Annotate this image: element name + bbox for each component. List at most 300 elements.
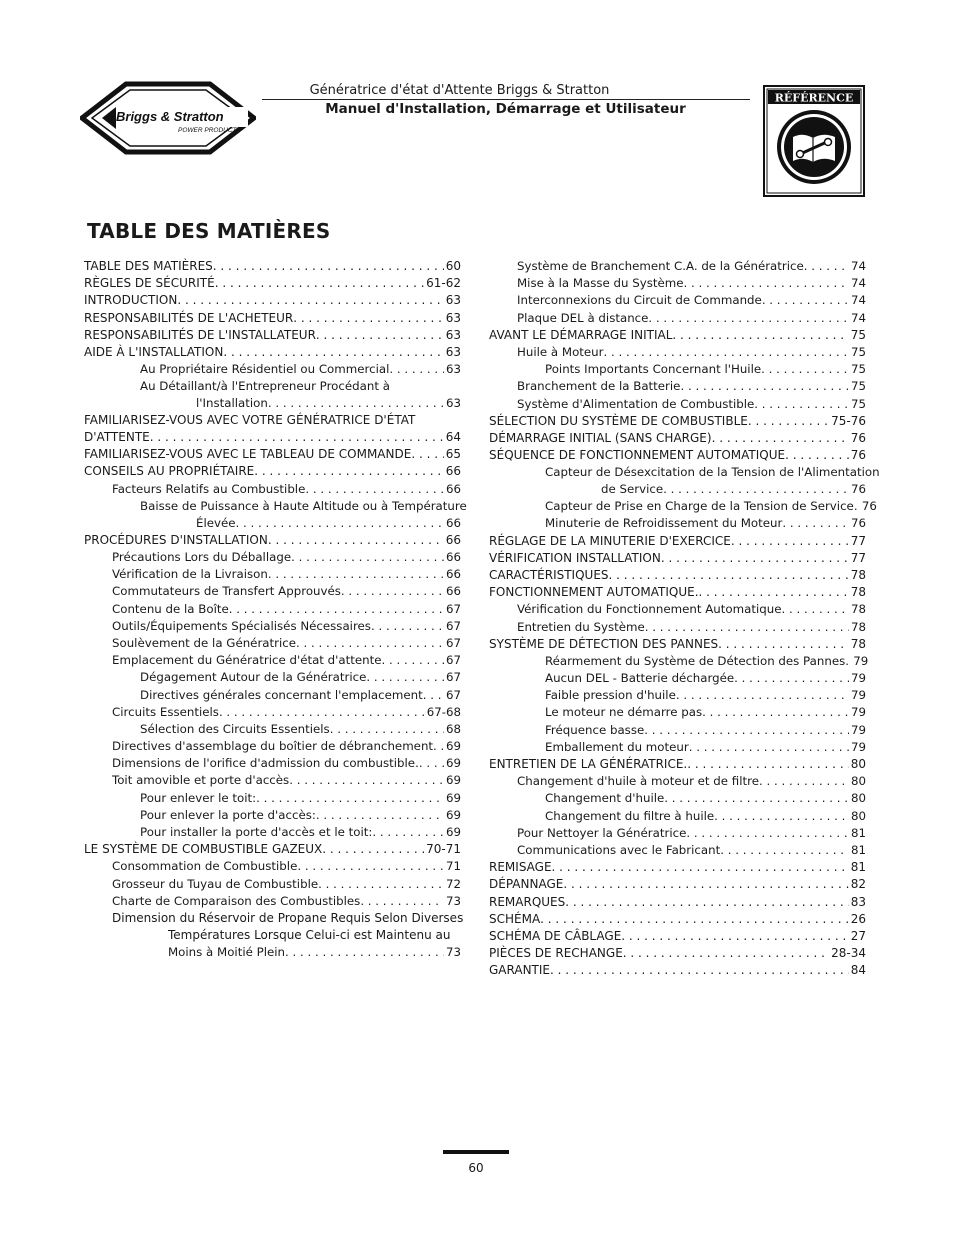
toc-entry-page: 71 [445, 859, 461, 874]
toc-entry-page: 74 [850, 259, 866, 273]
toc-entry[interactable] [84, 549, 461, 566]
toc-entry-title: Changement du filtre à huile [545, 808, 715, 823]
dot-leader [318, 876, 444, 893]
toc-entry-title: SÉQUENCE DE FONCTIONNEMENT AUTOMATIQUE [489, 448, 786, 463]
dot-leader [411, 446, 443, 463]
toc-entry-title: GARANTIE [489, 963, 550, 978]
toc-entry-title: Pour Nettoyer la Génératrice [517, 825, 687, 840]
dot-leader [297, 858, 444, 875]
toc-entry-page: 69 [445, 756, 461, 771]
toc-entry-page: 67 [445, 653, 461, 668]
toc-entry[interactable] [489, 498, 877, 515]
toc-entry-title: Entretien du Système [517, 619, 645, 634]
dot-leader [268, 566, 444, 583]
toc-entry[interactable] [489, 704, 866, 721]
toc-entry[interactable] [84, 687, 461, 704]
footer-bar [443, 1150, 509, 1154]
toc-entry-title: Pour enlever le toit: [140, 790, 257, 805]
toc-entry[interactable] [489, 636, 866, 653]
dot-leader [609, 567, 849, 584]
toc-entry-page: 81 [850, 842, 866, 857]
dot-leader [720, 842, 849, 859]
toc-entry[interactable] [489, 567, 866, 584]
toc-entry-page: 78 [850, 585, 866, 600]
toc-entry-page: 63 [445, 362, 461, 377]
toc-entry[interactable] [84, 463, 461, 480]
toc-entry-title: CONSEILS AU PROPRIÉTAIRE [84, 464, 255, 479]
toc-entry[interactable] [489, 481, 866, 498]
toc-entry[interactable] [489, 962, 866, 979]
toc-entry-title: Aucun DEL - Batterie déchargée [545, 671, 735, 686]
toc-entry-title: de Service [601, 482, 664, 497]
toc-entry-page: 69 [445, 825, 461, 840]
toc-entry-title: Mise à la Masse du Système [517, 276, 684, 291]
toc-entry[interactable] [489, 413, 866, 430]
dot-leader [389, 361, 444, 378]
dot-leader [718, 636, 849, 653]
toc-entry-title: ENTRETIEN DE LA GÉNÉRATRICE. [489, 757, 688, 772]
toc-entry-page: 80 [850, 791, 866, 806]
toc-entry-page: 66 [445, 550, 461, 565]
toc-entry-page: 73 [445, 893, 461, 908]
toc-entry[interactable] [84, 275, 461, 292]
dot-leader [296, 635, 444, 652]
dot-leader [372, 824, 444, 841]
toc-entry[interactable] [84, 669, 461, 686]
toc-entry-page: 79 [850, 739, 866, 754]
toc-entry-page: 79 [850, 722, 866, 737]
dot-leader [761, 361, 849, 378]
dot-leader [433, 738, 444, 755]
toc-entry-page: 66 [445, 464, 461, 479]
toc-entry[interactable] [84, 858, 461, 875]
toc-entry-page: 67-68 [426, 704, 461, 719]
toc-entry[interactable] [84, 310, 461, 327]
toc-entry-title: RESPONSABILITÉS DE L'ACHETEUR [84, 310, 294, 325]
dot-leader [734, 670, 849, 687]
toc-entry-page: 63 [445, 344, 461, 359]
toc-entry-title: RÉGLAGE DE LA MINUTERIE D'EXERCICE [489, 533, 731, 548]
toc-entry-title: Plaque DEL à distance [517, 310, 649, 325]
toc-entry[interactable] [489, 842, 866, 859]
toc-entry[interactable] [489, 584, 866, 601]
toc-entry[interactable] [84, 893, 461, 910]
toc-entry-page: 83 [850, 894, 866, 909]
toc-entry[interactable] [489, 945, 866, 962]
toc-entry-page: 66 [445, 584, 461, 599]
toc-entry-title: CARACTÉRISTIQUES [489, 567, 609, 582]
toc-entry[interactable] [489, 396, 866, 413]
dot-leader [423, 687, 444, 704]
toc-entry[interactable] [84, 566, 461, 583]
toc-entry-page: 70-71 [426, 842, 461, 857]
toc-entry[interactable] [489, 756, 866, 773]
toc-entry[interactable] [489, 876, 866, 893]
dot-leader [215, 275, 424, 292]
dot-leader [291, 549, 444, 566]
toc-entry[interactable] [84, 481, 461, 498]
toc-entry-title: Toit amovible et porte d'accès [112, 773, 290, 788]
toc-entry-page: 66 [445, 567, 461, 582]
toc-entry[interactable] [84, 258, 461, 275]
toc-entry-title: Facteurs Relatifs au Combustible [112, 481, 306, 496]
toc-entry-page: 69 [445, 773, 461, 788]
toc-entry[interactable] [84, 515, 461, 532]
toc-entry-page: 76 [850, 516, 866, 531]
dot-leader [782, 515, 849, 532]
dot-leader [702, 704, 849, 721]
toc-entry[interactable] [84, 583, 461, 600]
toc-entry-page: 84 [850, 963, 866, 978]
toc-entry[interactable] [489, 790, 866, 807]
toc-entry[interactable] [84, 292, 461, 309]
toc-entry[interactable] [489, 344, 866, 361]
toc-entry-page: 64 [445, 430, 461, 445]
toc-entry-title: Changement d'huile à moteur et de filtre [517, 774, 759, 789]
toc-entry-title: SÉLECTION DU SYSTÈME DE COMBUSTIBLE [489, 413, 748, 428]
toc-entry-page: 60 [445, 259, 461, 273]
dot-leader [229, 601, 444, 618]
dot-leader [623, 945, 829, 962]
toc-entry[interactable] [489, 928, 866, 945]
toc-entry[interactable] [489, 292, 866, 309]
toc-entry-page: 80 [850, 774, 866, 789]
dot-leader [731, 533, 849, 550]
dot-leader [689, 739, 849, 756]
dot-leader [330, 721, 444, 738]
toc-entry-page: 79 [850, 705, 866, 720]
toc-entry-title: PIÈCES DE RECHANGE [489, 946, 623, 961]
dot-leader [254, 463, 443, 480]
dot-leader [762, 292, 849, 309]
toc-entry-title: Contenu de la Boîte [112, 601, 229, 616]
dot-leader [804, 258, 849, 275]
toc-entry-page: 76 [850, 482, 866, 497]
toc-entry-title: Circuits Essentiels [112, 704, 219, 719]
toc-entry-page: 75 [850, 396, 866, 411]
dot-leader [366, 669, 444, 686]
dot-leader [672, 327, 848, 344]
toc-entry[interactable] [489, 327, 866, 344]
dot-leader [684, 275, 849, 292]
dot-leader [754, 396, 849, 413]
toc-entry-title: Capteur de Prise en Charge de la Tension de Service [545, 499, 854, 514]
toc-entry-page: 74 [850, 293, 866, 308]
briggs-stratton-logo [80, 80, 256, 156]
toc-entry-title: Minuterie de Refroidissement du Moteur [545, 516, 783, 531]
toc-entry-page: 81 [850, 825, 866, 840]
toc-entry-title: Grosseur du Tuyau de Combustible [112, 876, 319, 891]
toc-entry-page: 75 [850, 344, 866, 359]
toc-entry[interactable] [84, 395, 461, 412]
header-subtitle: Génératrice d'état d'Attente Briggs & Stratton [309, 83, 610, 98]
toc-entry[interactable] [489, 310, 866, 327]
dot-leader [550, 962, 849, 979]
toc-entry-title: Emplacement du Génératrice d'état d'attente [112, 653, 382, 668]
dot-leader [661, 550, 849, 567]
toc-entry-page: 73 [445, 944, 461, 959]
toc-right-column [489, 258, 880, 979]
dot-leader [699, 584, 849, 601]
toc-entry[interactable] [489, 601, 866, 618]
toc-entry[interactable] [489, 550, 866, 567]
toc-entry-title: Interconnexions du Circuit de Commande [517, 293, 762, 308]
toc-entry[interactable] [489, 653, 869, 670]
toc-entry[interactable] [489, 447, 866, 464]
toc-entry-page: 67 [445, 618, 461, 633]
toc-left-column [84, 258, 467, 961]
dot-leader [150, 429, 444, 446]
toc-entry-title: Réarmement du Système de Détection des Pannes [545, 653, 846, 668]
toc-entry-line: Capteur de Désexcitation de la Tension de l'Alimentation [545, 465, 880, 480]
dot-leader [644, 722, 849, 739]
page-title: TABLE DES MATIÈRES [87, 219, 331, 243]
dot-leader [664, 790, 849, 807]
dot-leader [305, 481, 444, 498]
dot-leader [360, 893, 444, 910]
toc-entry-title: REMARQUES [489, 894, 566, 909]
dot-leader [289, 772, 444, 789]
toc-entry[interactable] [489, 533, 866, 550]
dot-leader [680, 378, 849, 395]
toc-entry-line: Au Détaillant/à l'Entrepreneur Procédant à [140, 379, 390, 394]
toc-entry[interactable] [84, 429, 461, 446]
toc-entry-page: 67 [445, 670, 461, 685]
toc-entry[interactable] [489, 670, 866, 687]
toc-entry[interactable] [84, 944, 461, 961]
toc-entry[interactable] [84, 841, 461, 858]
toc-entry-page: 75 [850, 362, 866, 377]
toc-entry-page: 66 [445, 515, 461, 530]
toc-entry-page: 69 [445, 807, 461, 822]
toc-entry-title: Communications avec le Fabricant [517, 842, 721, 857]
toc-entry[interactable] [84, 361, 461, 378]
toc-entry[interactable] [489, 275, 866, 292]
toc-entry[interactable] [84, 807, 461, 824]
toc-entry-page: 67 [445, 601, 461, 616]
toc-entry-title: VÉRIFICATION INSTALLATION [489, 550, 661, 565]
toc-entry-title: Vérification du Fonctionnement Automatique [517, 602, 782, 617]
dot-leader [293, 310, 443, 327]
dot-leader [285, 944, 444, 961]
toc-entry-title: REMISAGE [489, 860, 552, 875]
toc-entry-line: Baisse de Puissance à Haute Altitude ou à Température [140, 498, 467, 513]
toc-entry-title: Élevée [196, 515, 236, 530]
toc-entry[interactable] [84, 790, 461, 807]
toc-entry[interactable] [489, 894, 866, 911]
toc-entry-page: 27 [850, 928, 866, 943]
toc-entry-page: 66 [445, 481, 461, 496]
toc-entry-title: Directives générales concernant l'emplacement [140, 687, 423, 702]
toc-entry-page: 65 [445, 447, 461, 462]
dot-leader [316, 807, 444, 824]
toc-entry-page: 80 [850, 757, 866, 772]
toc-entry-page: 63 [445, 293, 461, 308]
toc-entry-page: 67 [445, 635, 461, 650]
toc-entry-page: 75 [850, 327, 866, 342]
toc-entry-title: Pour enlever la porte d'accès: [140, 807, 316, 822]
dot-leader [236, 515, 444, 532]
toc-entry-title: DÉMARRAGE INITIAL (SANS CHARGE) [489, 430, 712, 445]
dot-leader [785, 447, 849, 464]
toc-entry-title: TABLE DES MATIÈRES [84, 259, 213, 273]
dot-leader [712, 430, 849, 447]
dot-leader [316, 327, 444, 344]
svg-text:RÉFÉRENCE: RÉFÉRENCE [774, 91, 854, 105]
toc-entry[interactable] [489, 430, 866, 447]
toc-entry[interactable] [489, 911, 866, 928]
toc-entry-line: FAMILIARISEZ-VOUS AVEC VOTRE GÉNÉRATRICE D'ÉTAT [84, 413, 416, 428]
svg-text:POWER PRODUCTS: POWER PRODUCTS [178, 127, 241, 134]
toc-entry-page: 81 [850, 860, 866, 875]
toc-entry[interactable] [489, 722, 866, 739]
dot-leader [621, 928, 848, 945]
toc-entry-page: 74 [850, 276, 866, 291]
dot-leader [322, 841, 424, 858]
toc-entry-title: Commutateurs de Transfert Approuvés [112, 584, 341, 599]
dot-leader [714, 808, 849, 825]
toc-entry-page: 69 [445, 790, 461, 805]
toc-entry-line: Températures Lorsque Celui-ci est Maintenu au [168, 927, 451, 942]
toc-entry-title: D'ATTENTE [84, 430, 150, 445]
dot-leader [382, 652, 444, 669]
dot-leader [563, 876, 848, 893]
dot-leader [177, 292, 443, 309]
toc-entry[interactable] [489, 825, 866, 842]
toc-entry[interactable] [489, 739, 866, 756]
toc-entry[interactable] [489, 515, 866, 532]
toc-entry-page: 76 [861, 499, 877, 514]
toc-entry-title: Emballement du moteur [545, 739, 689, 754]
toc-entry-title: Système de Branchement C.A. de la Génératrice [517, 259, 804, 273]
toc-entry[interactable] [489, 687, 866, 704]
toc-entry-title: Points Importants Concernant l'Huile [545, 362, 762, 377]
toc-entry[interactable] [84, 532, 461, 549]
toc-entry-title: Outils/Équipements Spécialisés Nécessaires [112, 618, 371, 633]
toc-entry[interactable] [84, 601, 461, 618]
toc-entry-title: SYSTÈME DE DÉTECTION DES PANNES [489, 636, 719, 651]
dot-leader [748, 413, 829, 430]
toc-entry-page: 74 [850, 310, 866, 325]
toc-entry-title: Dimensions de l'orifice d'admission du combustible. [112, 756, 419, 771]
toc-entry-page: 78 [850, 636, 866, 651]
dot-leader [759, 773, 849, 790]
toc-entry-title: Précautions Lors du Déballage [112, 550, 292, 565]
toc-entry-page: 63 [445, 396, 461, 411]
toc-entry-title: Directives d'assemblage du boîtier de débranchement [112, 739, 434, 754]
dot-leader [687, 756, 848, 773]
toc-entry[interactable] [84, 772, 461, 789]
toc-entry-title: PROCÉDURES D'INSTALLATION [84, 532, 268, 547]
toc-entry-page: 76 [850, 430, 866, 445]
toc-entry-page: 79 [850, 671, 866, 686]
dot-leader [371, 618, 444, 635]
toc-entry-title: FONCTIONNEMENT AUTOMATIQUE. [489, 585, 699, 600]
toc-entry-title: SCHÉMA DE CÂBLAGE [489, 928, 622, 943]
toc-entry[interactable] [84, 704, 461, 721]
toc-entry-title: Le moteur ne démarre pas [545, 705, 703, 720]
toc-entry[interactable] [489, 258, 866, 275]
toc-entry-title: RESPONSABILITÉS DE L'INSTALLATEUR [84, 327, 316, 342]
toc-entry[interactable] [84, 344, 461, 361]
toc-entry-page: 69 [445, 739, 461, 754]
toc-entry[interactable] [489, 773, 866, 790]
toc-entry[interactable] [84, 876, 461, 893]
dot-leader [419, 755, 444, 772]
toc-entry[interactable] [84, 446, 461, 463]
toc-entry[interactable] [84, 618, 461, 635]
toc-entry-page: 72 [445, 876, 461, 891]
toc-entry-title: Branchement de la Batterie [517, 379, 681, 394]
toc-entry[interactable] [84, 755, 461, 772]
toc-entry-page: 75 [850, 379, 866, 394]
toc-entry[interactable] [489, 808, 866, 825]
toc-entry-page: 63 [445, 327, 461, 342]
toc-entry-page: 82 [850, 877, 866, 892]
toc-entry[interactable] [84, 635, 461, 652]
toc-entry[interactable] [489, 361, 866, 378]
svg-text:Briggs & Stratton: Briggs & Stratton [116, 109, 224, 124]
toc-entry-title: Système d'Alimentation de Combustible [517, 396, 755, 411]
toc-entry-page: 78 [850, 602, 866, 617]
toc-entry-page: 61-62 [426, 276, 461, 291]
toc-entry-title: Dégagement Autour de la Génératrice [140, 670, 367, 685]
toc-entry-title: SCHÉMA [489, 911, 541, 926]
toc-entry-title: Soulèvement de la Génératrice [112, 635, 297, 650]
dot-leader [540, 911, 849, 928]
dot-leader [648, 310, 849, 327]
header-title: Manuel d'Installation, Démarrage et Utilisateur [325, 101, 686, 117]
toc-entry-title: AIDE À L'INSTALLATION [84, 344, 224, 359]
toc-entry[interactable] [84, 824, 461, 841]
toc-entry-page: 75-76 [831, 413, 866, 428]
dot-leader [676, 687, 849, 704]
toc-entry[interactable] [84, 721, 461, 738]
toc-entry-page: 78 [850, 567, 866, 582]
toc-entry-page: 77 [850, 533, 866, 548]
dot-leader [604, 344, 849, 361]
toc-entry-title: LE SYSTÈME DE COMBUSTIBLE GAZEUX [84, 842, 323, 857]
toc-entry-page: 68 [445, 721, 461, 736]
toc-entry[interactable] [489, 378, 866, 395]
dot-leader [686, 825, 849, 842]
toc-entry-title: AVANT LE DÉMARRAGE INITIAL [489, 327, 673, 342]
toc-entry[interactable] [489, 619, 866, 636]
toc-entry[interactable] [84, 327, 461, 344]
dot-leader [268, 532, 444, 549]
toc-entry[interactable] [84, 652, 461, 669]
toc-entry-title: l'Installation [196, 396, 268, 411]
toc-entry-page: 76 [850, 448, 866, 463]
toc-entry[interactable] [84, 738, 461, 755]
toc-entry-line: Dimension du Réservoir de Propane Requis Selon Diverses [112, 910, 464, 925]
dot-leader [213, 258, 444, 275]
toc-entry-page: 79 [850, 688, 866, 703]
dot-leader [256, 790, 444, 807]
dot-leader [565, 894, 848, 911]
toc-entry-title: INTRODUCTION [84, 293, 178, 308]
toc-entry-page: 63 [445, 310, 461, 325]
toc-entry-page: 66 [445, 532, 461, 547]
toc-entry-title: Huile à Moteur [517, 344, 604, 359]
dot-leader [645, 619, 849, 636]
toc-entry[interactable] [489, 859, 866, 876]
toc-entry-page: 78 [850, 619, 866, 634]
dot-leader [341, 583, 444, 600]
reference-badge [763, 85, 865, 197]
dot-leader [552, 859, 849, 876]
dot-leader [781, 601, 849, 618]
